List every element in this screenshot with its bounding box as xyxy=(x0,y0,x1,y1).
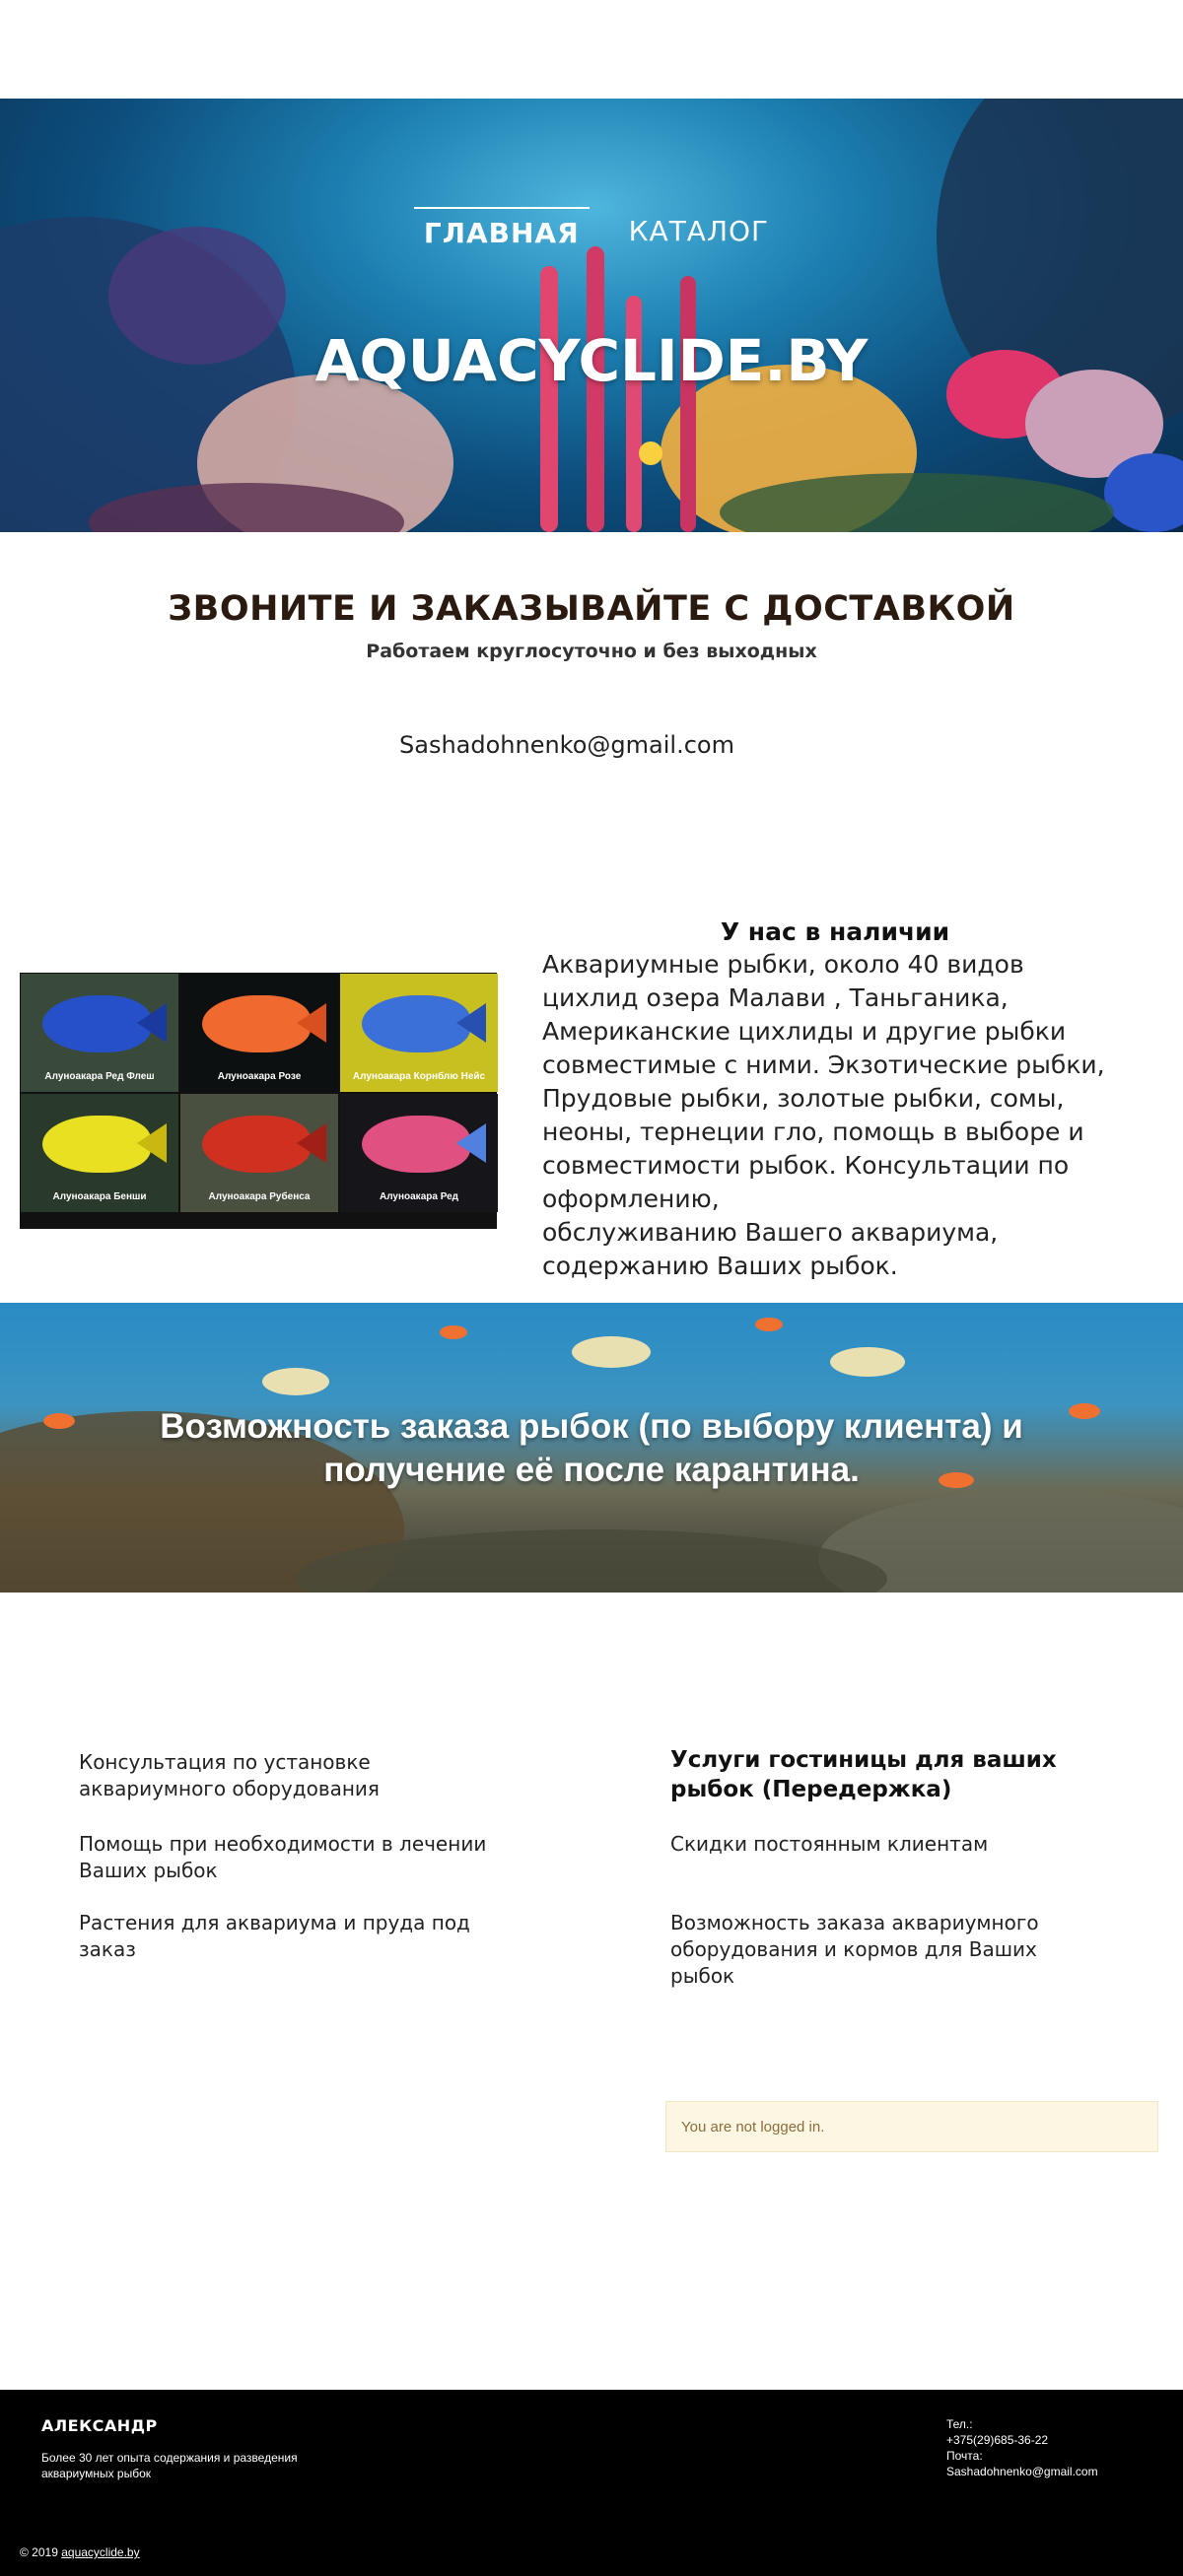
contact-email: Sashadohnenko@gmail.com xyxy=(399,731,734,759)
stock-line: обслуживанию Вашего аквариума, xyxy=(542,1218,999,1247)
service-item: Растения для аквариума и пруда под заказ xyxy=(79,1911,470,1961)
footer-about: Более 30 лет опыта содержания и разведения аквариумных рыбок xyxy=(41,2451,298,2480)
fish-caption: Алуноакара Рубенса xyxy=(208,1191,311,1202)
fish-caption: Алуноакара Бенши xyxy=(52,1191,147,1202)
service-item: Консультация по установке аквариумного оборудования xyxy=(79,1750,380,1800)
stock-line: Американские цихлиды и другие рыбки xyxy=(542,1017,1067,1046)
stock-line: неоны, тернеции гло, помощь в выборе и xyxy=(542,1118,1084,1146)
reef-illustration xyxy=(0,99,1183,532)
hero-banner xyxy=(0,99,1183,532)
nav-item-home[interactable]: ГЛАВНАЯ xyxy=(414,207,590,249)
stock-line: цихлид озера Малави , Таньганика, xyxy=(542,983,1009,1012)
stock-heading: У нас в наличии xyxy=(720,917,950,946)
phone-label: Тел.: xyxy=(946,2417,973,2431)
stock-description xyxy=(542,948,1134,1283)
stock-line: Аквариумные рыбки, около 40 видов xyxy=(542,950,1024,979)
footer-email: Sashadohnenko@gmail.com xyxy=(946,2465,1098,2478)
call-title: ЗВОНИТЕ И ЗАКАЗЫВАЙТЕ С ДОСТАВКОЙ xyxy=(168,589,1015,629)
login-notice: You are not logged in. xyxy=(665,2101,1158,2152)
footer-name: АЛЕКСАНДР xyxy=(41,2416,158,2435)
fish-photo-grid xyxy=(20,973,497,1229)
service-heading: Услуги гостиницы для ваших рыбок (Передержка) xyxy=(670,1747,1057,1802)
banner-line: получение её после карантина. xyxy=(323,1451,860,1489)
stock-line: оформлению, xyxy=(542,1185,720,1213)
stock-line: содержанию Ваших рыбок. xyxy=(542,1252,898,1280)
fish-photo xyxy=(21,974,178,1092)
copyright xyxy=(20,2545,140,2559)
service-item: Скидки постоянным клиентам xyxy=(670,1832,989,1856)
site-link[interactable]: aquacyclide.by xyxy=(61,2545,140,2559)
call-subtitle: Работаем круглосуточно и без выходных xyxy=(366,641,817,662)
mail-label: Почта: xyxy=(946,2449,983,2463)
stock-line: совместимости рыбок. Консультации по xyxy=(542,1151,1070,1180)
copyright-text: © 2019 xyxy=(20,2545,58,2559)
service-item: Помощь при необходимости в лечении Ваших рыбок xyxy=(79,1832,487,1882)
service-item: Возможность заказа аквариумного оборудования и кормов для Ваших рыбок xyxy=(670,1911,1039,1988)
banner-line: Возможность заказа рыбок (по выбору клиента) и xyxy=(160,1407,1023,1446)
fish-photo xyxy=(340,974,498,1092)
banner-text xyxy=(99,1405,1084,1492)
fish-photo xyxy=(340,1094,498,1212)
stock-line: совместимые с ними. Экзотические рыбки, xyxy=(542,1051,1105,1079)
fish-photo xyxy=(180,1094,338,1212)
site-title: AQUACYCLIDE.BY xyxy=(314,327,869,394)
fish-photo xyxy=(180,974,338,1092)
nav-item-catalog[interactable]: КАТАЛОГ xyxy=(628,215,770,247)
fish-caption: Алуноакара Ред Флеш xyxy=(44,1071,155,1082)
phone-number: +375(29)685-36-22 xyxy=(946,2433,1049,2447)
stock-line: Прудовые рыбки, золотые рыбки, сомы, xyxy=(542,1084,1065,1113)
fish-caption: Алуноакара Корнблю Нейс xyxy=(352,1071,486,1082)
footer xyxy=(0,2390,1183,2576)
fish-photo xyxy=(21,1094,178,1212)
fish-caption: Алуноакара Розе xyxy=(217,1071,302,1082)
quarantine-banner xyxy=(0,1303,1183,1593)
fish-caption: Алуноакара Ред xyxy=(379,1191,459,1202)
footer-contacts xyxy=(946,2416,1098,2479)
main-nav xyxy=(0,207,1183,249)
